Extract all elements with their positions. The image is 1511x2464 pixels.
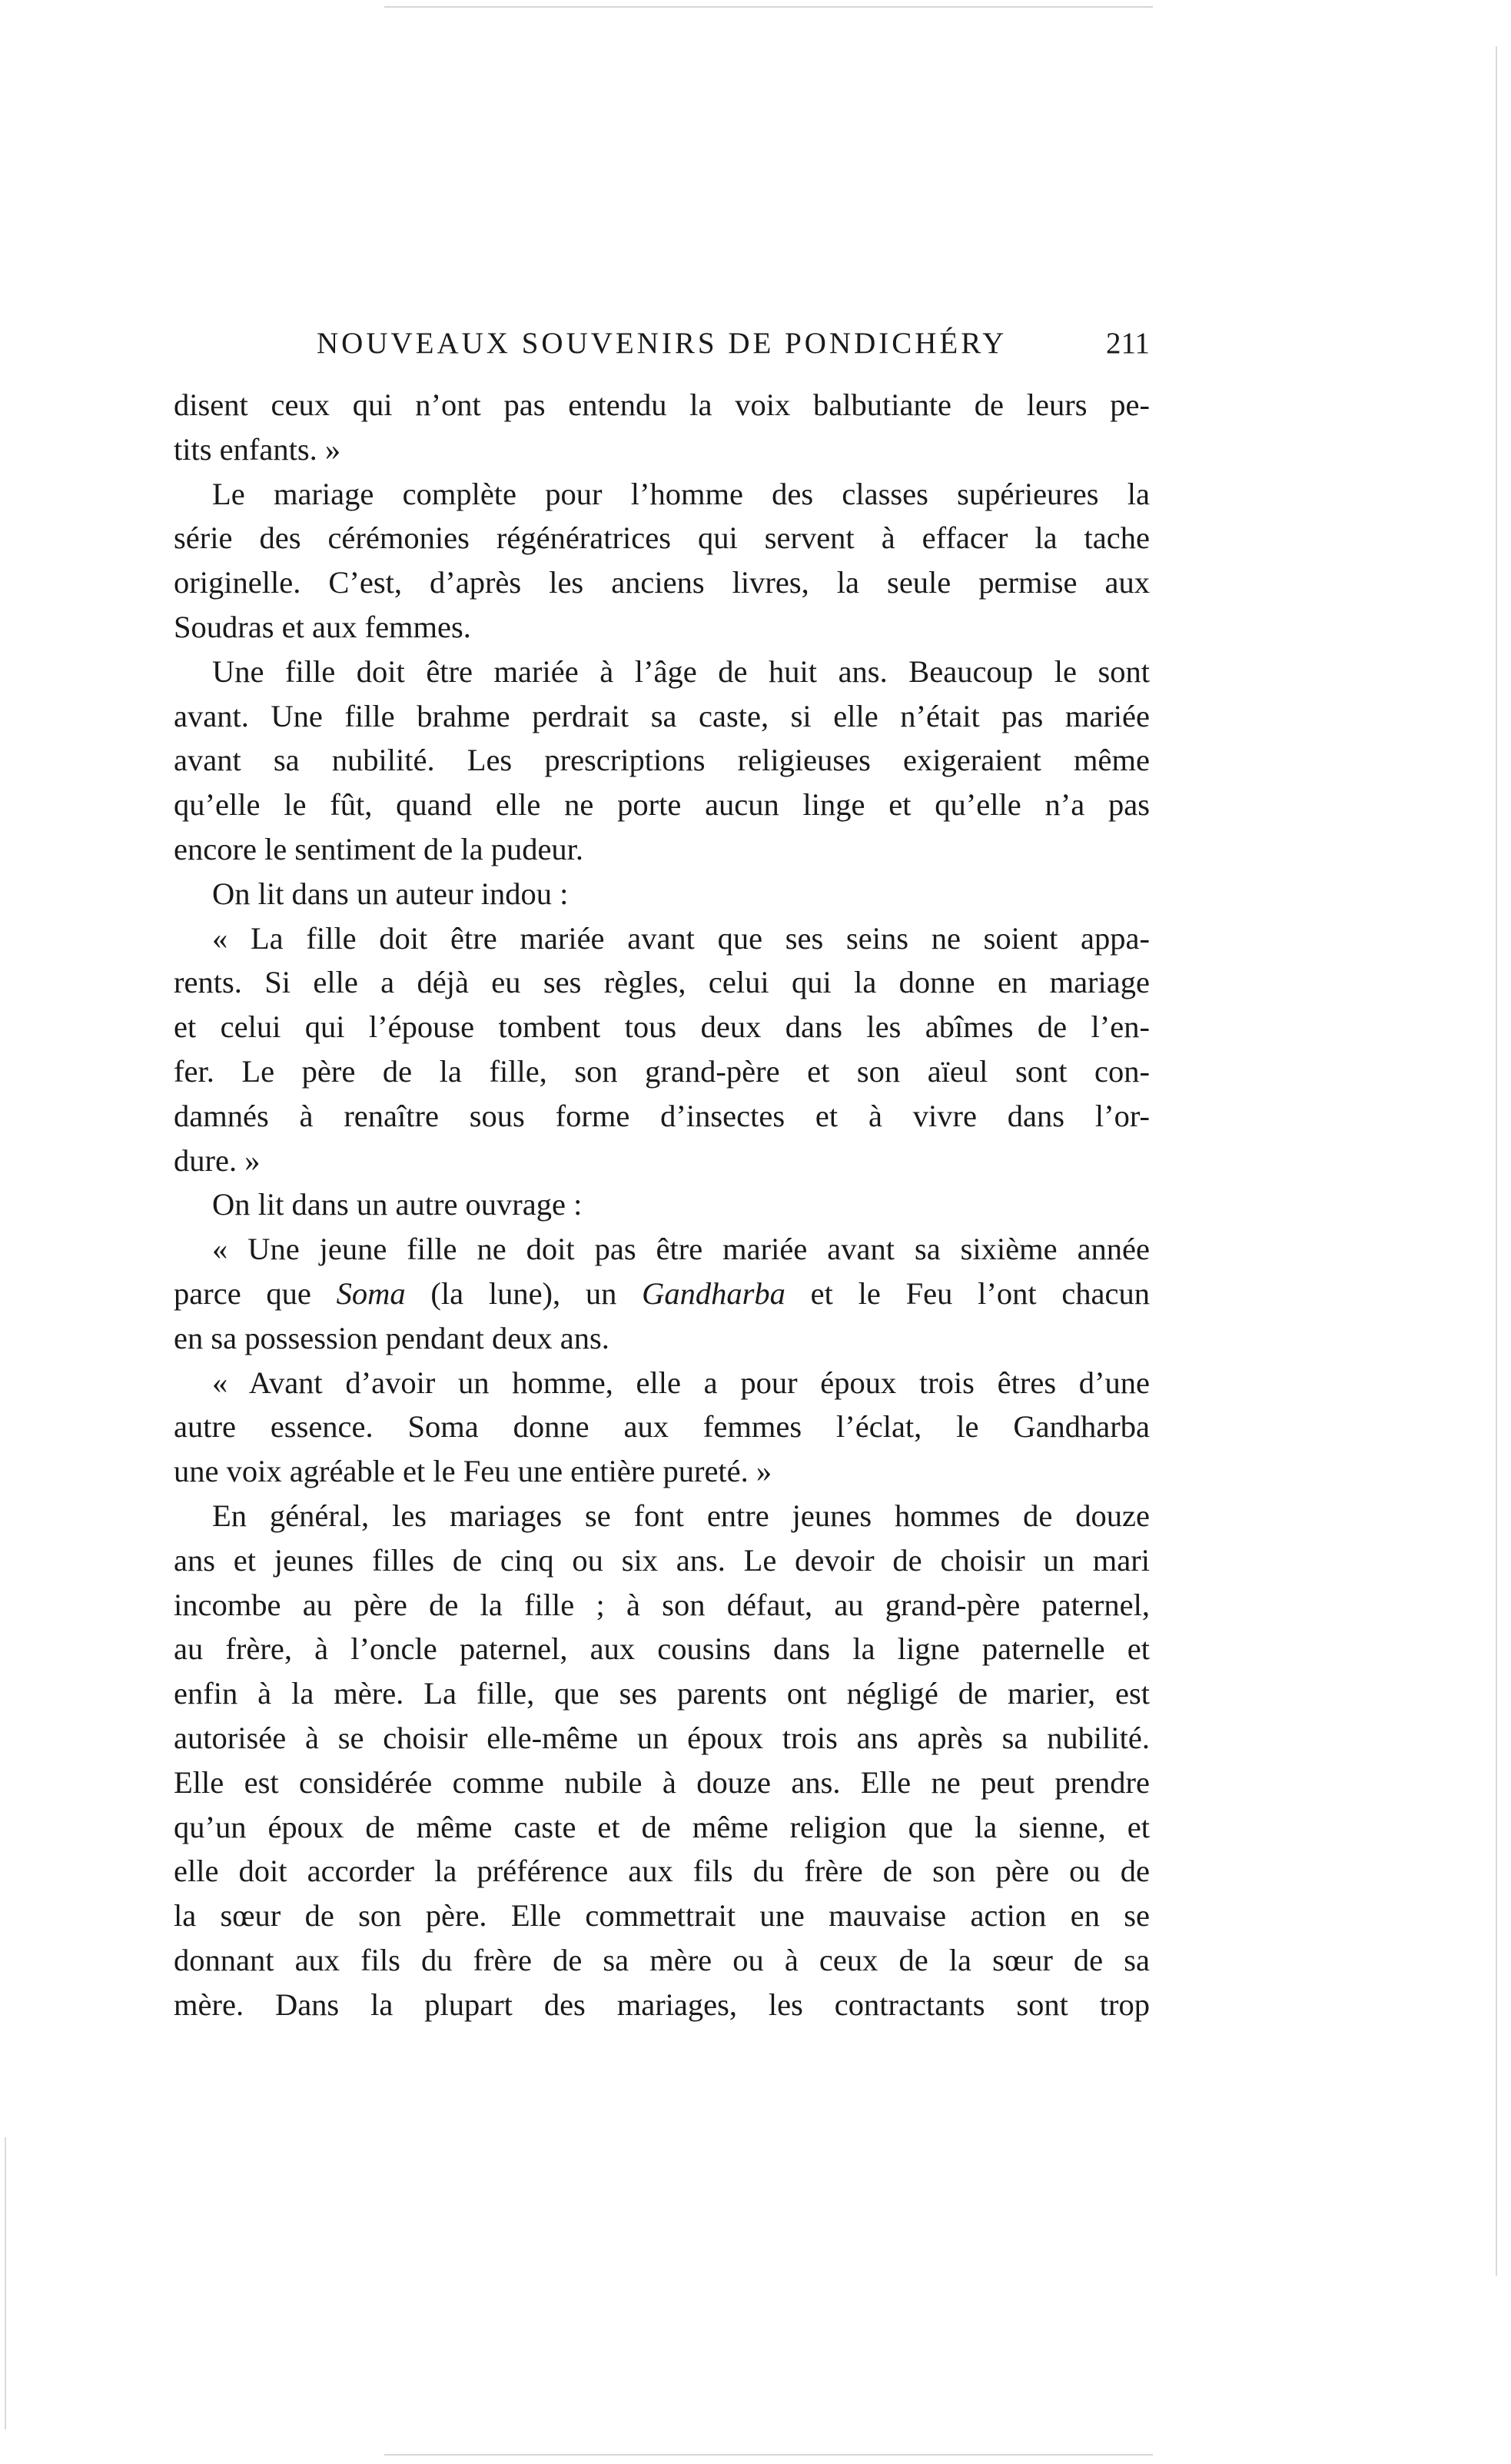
paragraph	[174, 650, 1150, 872]
text-run: « Une jeune fille ne doit pas être mariée avant sa sixième année	[212, 1232, 1150, 1267]
text-line: mère. Dans la plupart des mariages, les contractants sont trop	[174, 1987, 1150, 2022]
paragraph	[174, 1227, 1150, 1360]
text-line: rents. Si elle a déjà eu ses règles, celui qui la donne en mariage	[174, 965, 1150, 1000]
text-line: qu’un époux de même caste et de même religion que la sienne, et	[174, 1809, 1150, 1844]
text-line	[174, 1272, 1150, 1316]
text-line: « Avant d’avoir un homme, elle a pour époux trois êtres d’une	[212, 1365, 1150, 1400]
text-line: Soudras et aux femmes.	[174, 609, 471, 644]
paragraph	[174, 383, 1150, 472]
text-line: Elle est considérée comme nubile à douze ans. Elle ne peut prendre	[174, 1764, 1150, 1800]
text-line: Le mariage complète pour l’homme des classes supérieures la	[212, 476, 1150, 511]
text-run: en sa possession pendant deux ans.	[174, 1320, 609, 1355]
text-line: damnés à renaître sous forme d’insectes et à vivre dans l’or-	[174, 1098, 1150, 1133]
text-line: originelle. C’est, d’après les anciens livres, la seule permise aux	[174, 565, 1150, 600]
text-run: parce que	[174, 1275, 337, 1311]
text-line	[174, 1227, 1150, 1272]
body-text	[174, 383, 1150, 2027]
text-line: fer. Le père de la fille, son grand-père et son aïeul sont con-	[174, 1053, 1150, 1089]
running-title: NOUVEAUX SOUVENIRS DE PONDICHÉRY	[317, 327, 1008, 360]
text-line: et celui qui l’épouse tombent tous deux dans les abîmes de l’en-	[174, 1009, 1150, 1045]
text-line: avant. Une fille brahme perdrait sa caste, si elle n’était pas mariée	[174, 698, 1150, 733]
paragraph	[174, 1182, 1150, 1227]
paragraph	[174, 1494, 1150, 2027]
text-line: donnant aux fils du frère de sa mère ou à ceux de la sœur de sa	[174, 1942, 1150, 1977]
text-line: « La fille doit être mariée avant que ses seins ne soient appa-	[212, 920, 1150, 956]
paragraph	[174, 1361, 1150, 1494]
text-run: (la lune), un	[405, 1275, 643, 1311]
text-line: avant sa nubilité. Les prescriptions religieuses exigeraient même	[174, 743, 1150, 778]
page-number: 211	[1105, 327, 1150, 360]
text-line: incombe au père de la fille ; à son défaut, au grand-père paternel,	[174, 1587, 1150, 1622]
text-line: On lit dans un auteur indou :	[212, 876, 569, 911]
text-line: tits enfants. »	[174, 431, 341, 467]
paragraph	[174, 872, 1150, 916]
scan-edge-bottom	[384, 2454, 1153, 2456]
text-line: autre essence. Soma donne aux femmes l’éclat, le Gandharba	[174, 1409, 1150, 1445]
scan-edge-left	[5, 2137, 6, 2429]
text-line: au frère, à l’oncle paternel, aux cousins dans la ligne paternelle et	[174, 1631, 1150, 1667]
scan-edge-top	[384, 6, 1153, 8]
text-line: enfin à la mère. La fille, que ses parents ont négligé de marier, est	[174, 1676, 1150, 1711]
text-line: dure. »	[174, 1142, 261, 1178]
text-line: Une fille doit être mariée à l’âge de huit ans. Beaucoup le sont	[212, 653, 1150, 689]
page-header	[174, 326, 1150, 372]
paragraph	[174, 472, 1150, 650]
scan-edge-right	[1496, 46, 1497, 2276]
text-line: En général, les mariages se font entre jeunes hommes de douze	[212, 1498, 1150, 1533]
text-line: encore le sentiment de la pudeur.	[174, 831, 584, 866]
text-line: autorisée à se choisir elle-même un époux trois ans après sa nubilité.	[174, 1720, 1150, 1755]
text-line: elle doit accorder la préférence aux fils du frère de son père ou de	[174, 1854, 1150, 1889]
text-line: On lit dans un autre ouvrage :	[212, 1187, 583, 1222]
text-line: ans et jeunes filles de cinq ou six ans. Le devoir de choisir un mari	[174, 1542, 1150, 1578]
text-run: et le Feu l’ont chacun	[785, 1275, 1151, 1311]
text-line: une voix agréable et le Feu une entière pureté. »	[174, 1454, 772, 1489]
text-line: qu’elle le fût, quand elle ne porte aucun linge et qu’elle n’a pas	[174, 787, 1150, 823]
italic-term-soma: Soma	[336, 1275, 406, 1311]
italic-term-gandharba: Gandharba	[642, 1275, 785, 1311]
text-line	[174, 1316, 1150, 1361]
text-line: disent ceux qui n’ont pas entendu la voix balbutiante de leurs pe-	[174, 387, 1150, 422]
text-line: la sœur de son père. Elle commettrait une mauvaise action en se	[174, 1898, 1150, 1934]
paragraph	[174, 916, 1150, 1183]
text-line: série des cérémonies régénératrices qui servent à effacer la tache	[174, 520, 1150, 556]
